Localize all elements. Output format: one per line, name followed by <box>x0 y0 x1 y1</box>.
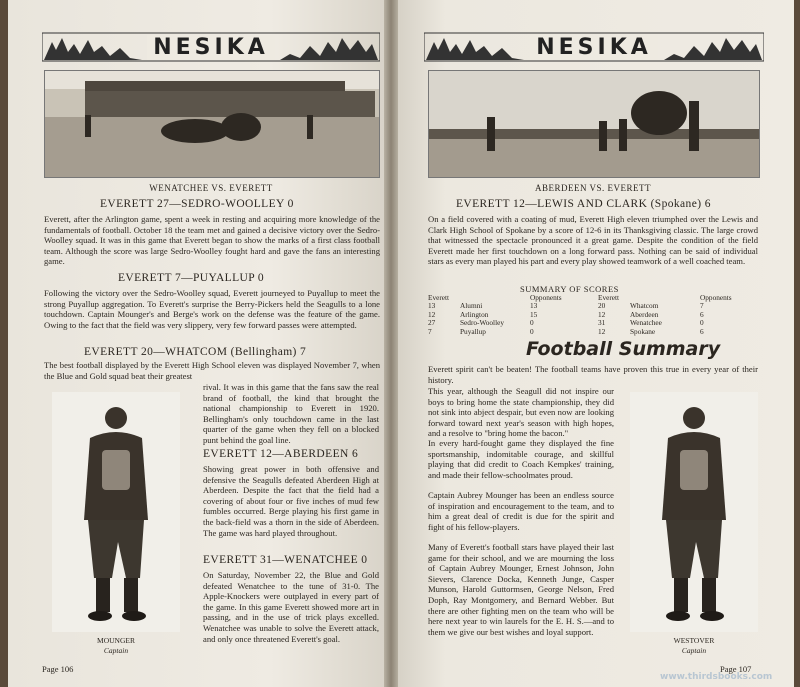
score-team: Spokane <box>630 326 656 336</box>
score-team: Wenatchee <box>630 318 662 328</box>
score-everett: 12 <box>598 309 606 319</box>
score-opponent: 0 <box>530 326 534 336</box>
summary-paragraph: Captain Aubrey Mounger has been an endless source of inspiration and encouragement to the team, and to him a great deal of credit is due for the spirit and fight of his fellow-players. <box>428 490 614 532</box>
summary-heading: Football Summary <box>526 338 721 360</box>
score-everett: 20 <box>598 301 606 311</box>
summary-paragraph: In every hard-fought game they displayed the fine sportsmanship, indomitable courage, and skillful playing that did credit to Coach Kempkes' training, and made their fellow-schoolmates proud. <box>428 438 614 480</box>
section-heading: EVERETT 27—SEDRO-WOOLLEY 0 <box>100 198 294 210</box>
section-heading: EVERETT 7—PUYALLUP 0 <box>118 272 264 284</box>
col-everett: Everett <box>598 293 620 302</box>
section-heading: EVERETT 31—WENATCHEE 0 <box>203 554 368 566</box>
page-number: Page 106 <box>42 664 74 674</box>
score-team: Alumni <box>460 301 483 311</box>
summary-paragraph: Everett spirit can't be beaten! The football teams have proven this true in every year of their history. <box>428 364 758 385</box>
banner-title: NESIKA <box>147 35 275 60</box>
score-row <box>428 302 598 310</box>
portrait-title: Captain <box>681 646 707 655</box>
col-opponents: Opponents <box>700 293 732 302</box>
player-figure-icon <box>630 392 758 632</box>
score-opponent: 6 <box>700 309 704 319</box>
scores-rows <box>428 302 598 336</box>
score-opponent: 13 <box>530 301 538 311</box>
section-body: Showing great power in both offensive and defensive the Seagulls defeated Aberdeen High at Aberdeen. Despite the fact that the field had a covering of about four or five inches of mud few fumbles occurred. Berge playing his first game in the back-field was a thorn in the side of Aberdeen. The game was hard played throughout. <box>203 464 379 538</box>
score-opponent: 0 <box>700 318 704 328</box>
portrait-caption <box>52 636 180 656</box>
section-body: Everett, after the Arlington game, spent a week in resting and acquiring more knowledge of the fundamentals of football. October 18 the team met and gained a decisive victory over the Sedro-Woolley squad. It was in this game that Everett began to show the marks of a first class football team. Although the score was large Sedro-Woolley fought hard and gave the fans an interesting game. <box>44 214 380 267</box>
score-everett: 12 <box>598 326 606 336</box>
score-row <box>598 302 768 310</box>
score-opponent: 0 <box>530 318 534 328</box>
score-row <box>598 311 768 319</box>
section-body: Following the victory over the Sedro-Woolley squad, Everett journeyed to Puyallup to meet the strong Puyallup aggregation. To Everett's surprise the Berry-Pickers held the Seagulls to a lone touchdown. Captain Mounger's and Berge's work on the defense was the feature of the game. Owing to the fact that the field was very slippery, very few forward passes were attempted. <box>44 288 380 330</box>
score-row <box>428 328 598 336</box>
score-everett: 12 <box>428 309 436 319</box>
portrait-name: MOUNGER <box>97 636 135 645</box>
left-banner <box>42 30 380 64</box>
scores-left-table <box>428 294 598 336</box>
watermark: www.thirdsbooks.com <box>660 672 773 682</box>
section-body: On Saturday, November 22, the Blue and Gold defeated Wenatchee to the tune of 31-0. The Apple-Knockers were outplayed in every part of the game. In this game Everett showed more art in passing, and in the use of trick plays excelled. Wenatchee was unable to solve the Everett attack, and only once threatened Everett's goal. <box>203 570 379 644</box>
score-row <box>598 328 768 336</box>
score-everett: 7 <box>428 326 432 336</box>
photo-caption: ABERDEEN VS. EVERETT <box>534 183 652 193</box>
captain-portrait <box>52 392 180 632</box>
score-team: Aberdeen <box>630 309 659 319</box>
right-banner <box>424 30 764 64</box>
scores-rows <box>598 302 768 336</box>
football-field-icon <box>45 71 379 177</box>
game-photo <box>44 70 380 178</box>
banner-title: NESIKA <box>530 35 658 60</box>
scores-title: SUMMARY OF SCORES <box>520 284 619 294</box>
page-number: Page 107 <box>720 664 752 674</box>
scores-header-row <box>598 294 768 302</box>
player-figure-icon <box>52 392 180 632</box>
score-everett: 31 <box>598 318 606 328</box>
score-everett: 13 <box>428 301 436 311</box>
game-photo <box>428 70 760 178</box>
score-row <box>598 319 768 327</box>
score-everett: 27 <box>428 318 436 328</box>
scores-right-table <box>598 294 768 336</box>
photo-caption: WENATCHEE VS. EVERETT <box>149 183 273 193</box>
score-opponent: 15 <box>530 309 538 319</box>
section-heading <box>84 346 306 358</box>
score-team: Puyallup <box>460 326 486 336</box>
captain-portrait <box>630 392 758 632</box>
book-gutter <box>384 0 398 687</box>
portrait-name: WESTOVER <box>673 636 715 645</box>
portrait-caption <box>630 636 758 656</box>
section-heading: EVERETT 12—LEWIS AND CLARK (Spokane) 6 <box>456 198 711 210</box>
score-opponent: 7 <box>700 301 704 311</box>
heading-text: EVERETT 20—WHATCOM (Bellingham) 7 <box>84 346 307 358</box>
score-team: Arlington <box>460 309 489 319</box>
col-everett: Everett <box>428 293 450 302</box>
section-body: On a field covered with a coating of mud, Everett High eleven triumphed over the Lewis and Clark High School of Spokane by a score of 12-6 in its Thanksgiving classic. The large crowd that witnessed the spectacle pronounced it a great game. Despite the condition of the field Everett made her first touchdown on a long forward pass. Nothing can be said of individual stars as every man played his part and every play showed teamwork of a well coached team. <box>428 214 758 267</box>
section-heading: EVERETT 12—ABERDEEN 6 <box>203 448 359 460</box>
score-row <box>428 319 598 327</box>
left-page <box>8 0 384 687</box>
score-team: Sedro-Woolley <box>460 318 504 328</box>
col-opponents: Opponents <box>530 293 562 302</box>
summary-paragraph: Many of Everett's football stars have played their last game for their school, and we are mourning the loss of Captain Aubrey Mounger, Ernest Johnson, John Sievers, Clarence Docka, Kenneth Junge, Casper Munson, Harold Guttormsen, George Nelson, Fred Doph, Ray Montgomery, and Bernard Webber. But there are other fighting men on the team who will be here next year to win laurels for the E. H. S.—and to them we give our best wishes and loyal support. <box>428 542 614 637</box>
scores-header-row <box>428 294 598 302</box>
portrait-title: Captain <box>103 646 129 655</box>
score-row <box>428 311 598 319</box>
right-page <box>398 0 794 687</box>
football-field-icon <box>429 71 759 177</box>
section-body: The best football displayed by the Everett High School eleven was displayed November 7, when the Blue and Gold squad beat their greatest <box>44 360 380 381</box>
score-team: Whatcom <box>630 301 659 311</box>
score-opponent: 6 <box>700 326 704 336</box>
section-body: rival. It was in this game that the fans saw the real brand of football, the kind that brought the national championship to Everett in 1920. Bellingham's only touchdown came in the last quarter of the game when they fell on a blocked punt behind the goal line. <box>203 382 379 445</box>
summary-paragraph: This year, although the Seagull did not inspire our boys to bring home the state championship, they did not sink into abject despair, but even now are looking forward toward next year's season with high hopes, and a resolve to "bring home the bacon." <box>428 386 614 439</box>
